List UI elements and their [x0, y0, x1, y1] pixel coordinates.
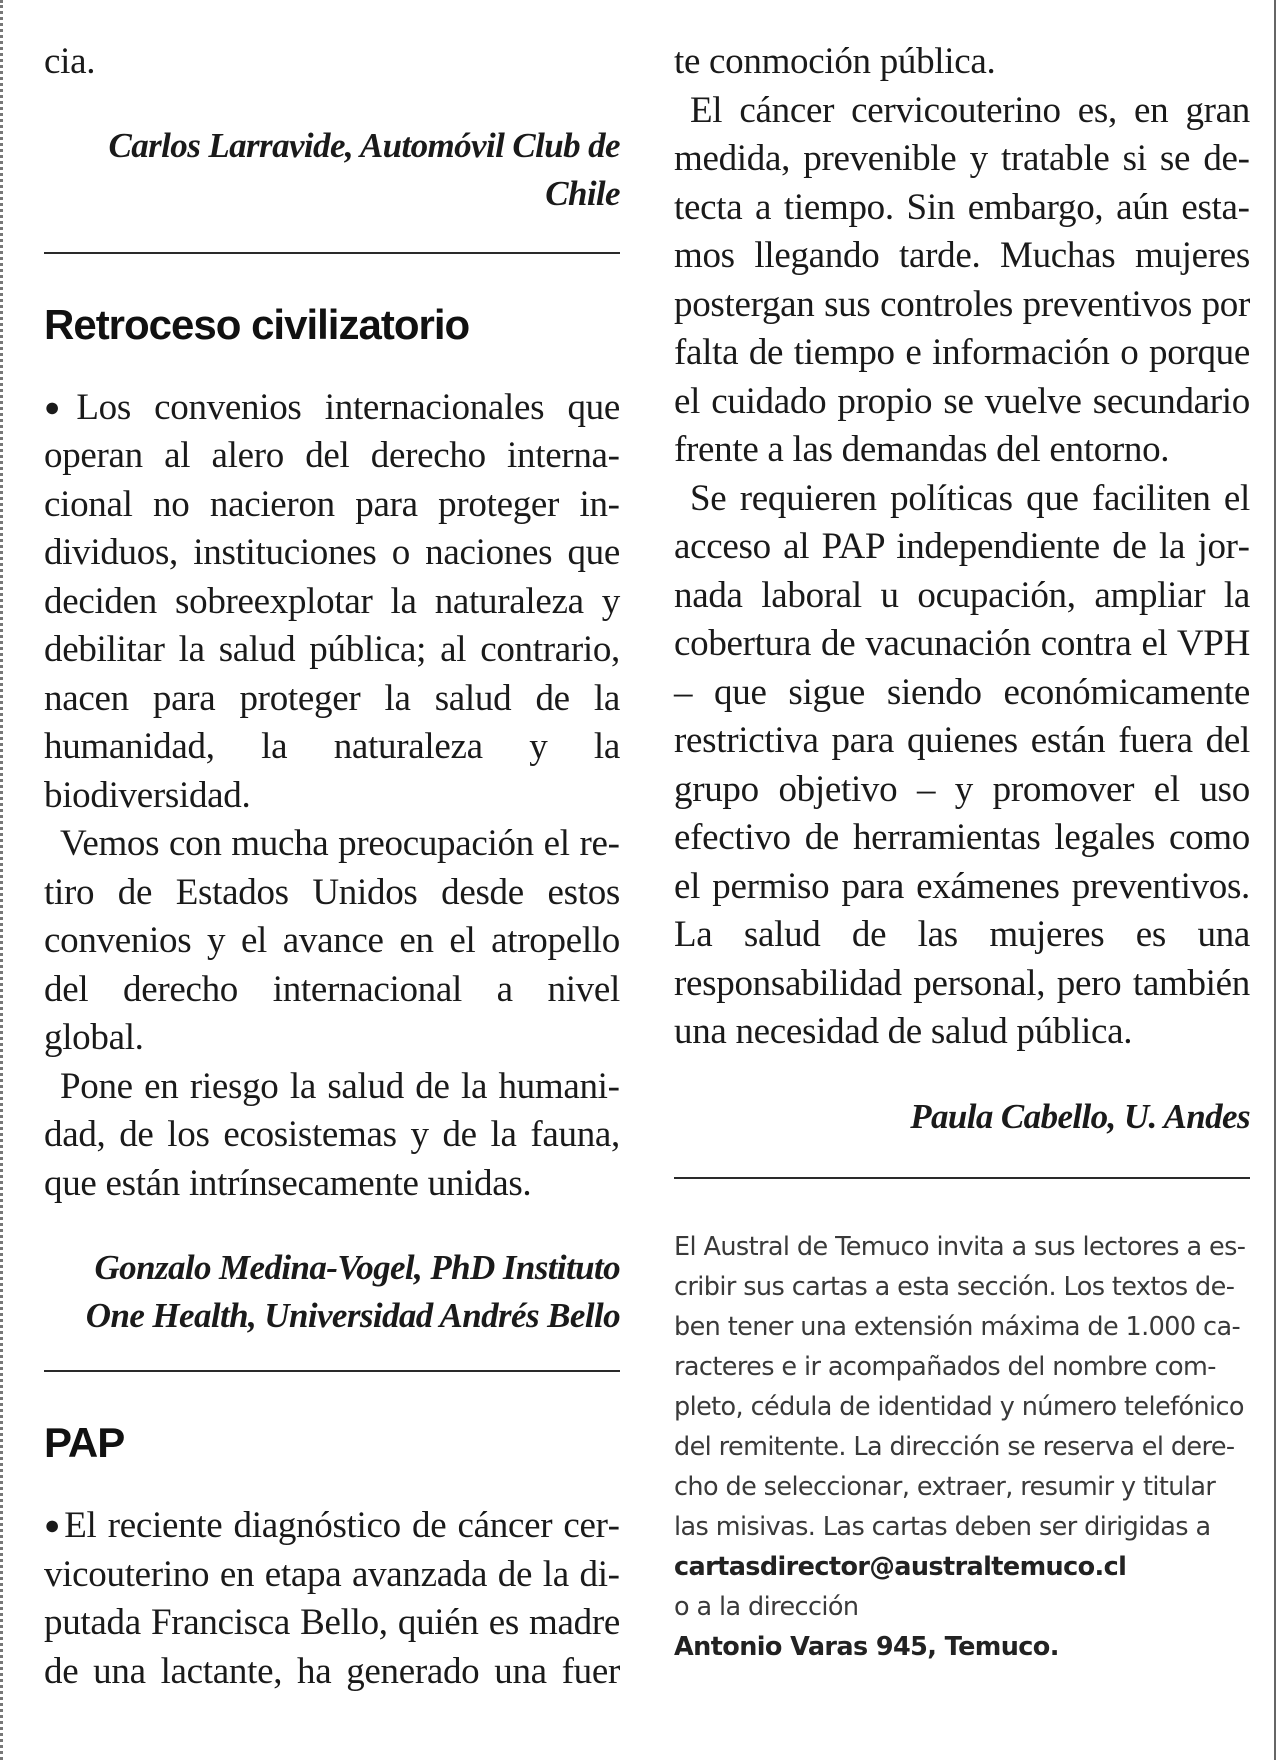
letter2-title: Retroceso civilizatorio — [44, 300, 470, 348]
letter2-signature-line2: One Health, Universidad Andrés Bello — [85, 1296, 620, 1335]
letter2-paragraph-3: Pone en riesgo la salud de la humanidad, de los ecosistemas y de la fauna, que están intrínsecamente unidas. — [44, 1065, 620, 1204]
letter2-signature — [44, 1244, 620, 1340]
submission-address: Antonio Varas 945, Temuco. — [674, 1631, 1059, 1662]
right-column — [674, 38, 1250, 1667]
letter2-paragraph-2: Vemos con mucha preocupación el retiro de Estados Unidos desde estos convenios y el avance en el atropello del derecho internacional a nivel global. — [44, 823, 620, 1058]
previous-letter-ending: cia. — [44, 41, 96, 82]
page-left-edge — [0, 0, 11, 1760]
left-column — [44, 38, 620, 1696]
letter3-signature: Paula Cabello, U. Andes — [910, 1096, 1250, 1136]
letter3-paragraph-3: Se requieren políticas que faciliten el acceso al PAP independiente de la jornada laboral u ocupación, ampliar la cobertura de vacunación contra el VPH – que sigue siendo económicamente restrictiva para quienes están fuera del grupo objetivo – y promover el uso efectivo de herramientas legales como el permiso para exámenes preventivos. La salud de las mujeres es una responsabilidad personal, pero también una necesidad de salud pública. — [674, 477, 1250, 1052]
submission-email-link[interactable]: cartasdirector@australtemuco.cl — [674, 1551, 1127, 1582]
letter3-paragraph-2: El cáncer cervicouterino es, en gran medida, prevenible y tratable si se detecta a tiempo. Sin embargo, aún estamos llegando tarde. Muchas mujeres postergan sus controles preventivos por falta de tiempo e información o porque el cuidado propio se vuelve secundario frente a las demandas del entorno. — [674, 89, 1250, 470]
letter1-signature-line2: Chile — [545, 173, 620, 213]
letter3-continuation: te conmoción pública. — [674, 41, 996, 82]
divider-1 — [44, 252, 620, 254]
submission-connector: o a la dirección — [674, 1591, 859, 1622]
letter3-title: PAP — [44, 1419, 125, 1466]
letter3-paragraph-1: ● El reciente diagnóstico de cáncer cervicouterino en etapa avanzada de la diputada Francisca Bello, quién es madre de una lactante, ha generado una fuer — [44, 1501, 620, 1696]
submission-info — [674, 1227, 1250, 1667]
divider-2 — [44, 1370, 620, 1372]
letter1-signature-line1: Carlos Larravide, Automóvil Club de — [108, 125, 620, 165]
letter2-paragraph-1: ● Los convenios internacionales que operan al alero del derecho internacional no nacieron para proteger individuos, instituciones o naciones que deciden sobreexplotar la naturaleza y debilitar la salud pública; al contrario, nacen para proteger la salud de la humanidad, la naturaleza y la biodiversidad. — [44, 383, 620, 821]
submission-info-text: El Austral de Temuco invita a sus lectores a escribir sus cartas a esta sección. Los textos deben tener una extensión máxima de 1.000 caracteres e ir acompañados del nombre completo, cédula de identidad y número telefónico del remitente. La dirección se reserva el derecho de seleccionar, extraer, resumir y titular las misivas. Las cartas deben ser dirigidas a — [674, 1231, 1246, 1542]
letter2-signature-line1: Gonzalo Medina-Vogel, PhD Instituto — [94, 1248, 620, 1287]
letter1-signature — [44, 122, 620, 218]
page-right-edge — [1274, 0, 1276, 1760]
